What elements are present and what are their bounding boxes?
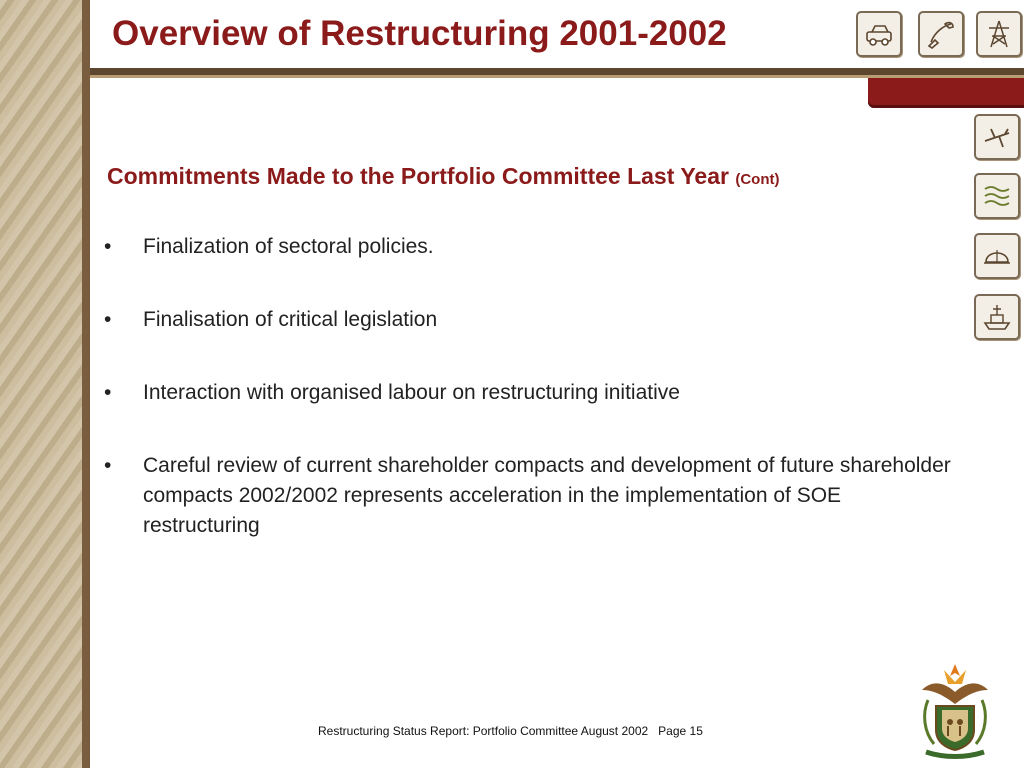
bullet-item xyxy=(104,305,954,335)
bullet-marker: • xyxy=(104,381,112,404)
subtitle-text: Commitments Made to the Portfolio Committee Last Year xyxy=(107,163,729,189)
water-icon xyxy=(974,173,1020,219)
bullet-list xyxy=(104,232,954,584)
bullet-text: Careful review of current shareholder compacts and development of future shareholder compacts 2002/2002 represents acceleration in the implementation of SOE restructuring xyxy=(143,454,951,537)
side-band-edge xyxy=(82,0,90,768)
bullet-marker: • xyxy=(104,454,112,477)
helmet-icon xyxy=(974,233,1020,279)
bullet-text: Interaction with organised labour on restructuring initiative xyxy=(143,381,680,404)
slide-subtitle xyxy=(107,163,780,190)
decorative-side-band xyxy=(0,0,90,768)
bullet-item xyxy=(104,232,954,262)
ship-icon xyxy=(974,294,1020,340)
telephone-icon xyxy=(918,11,964,57)
subtitle-cont: (Cont) xyxy=(735,171,780,188)
bullet-item xyxy=(104,451,954,541)
footer-text: Restructuring Status Report: Portfolio Committee August 2002 xyxy=(318,724,649,738)
power-pylon-icon xyxy=(976,11,1022,57)
airplane-icon xyxy=(974,114,1020,160)
bullet-item xyxy=(104,378,954,408)
accent-tab xyxy=(868,78,1024,108)
slide-footer xyxy=(318,724,703,738)
bullet-marker: • xyxy=(104,308,112,331)
slide-title: Overview of Restructuring 2001-2002 xyxy=(112,14,727,53)
coat-of-arms-logo xyxy=(914,660,996,760)
title-rule xyxy=(90,68,1024,75)
bullet-text: Finalization of sectoral policies. xyxy=(143,235,434,258)
bullet-text: Finalisation of critical legislation xyxy=(143,308,438,331)
page-number: Page 15 xyxy=(658,724,703,738)
vehicle-icon xyxy=(856,11,902,57)
bullet-marker: • xyxy=(104,235,112,258)
